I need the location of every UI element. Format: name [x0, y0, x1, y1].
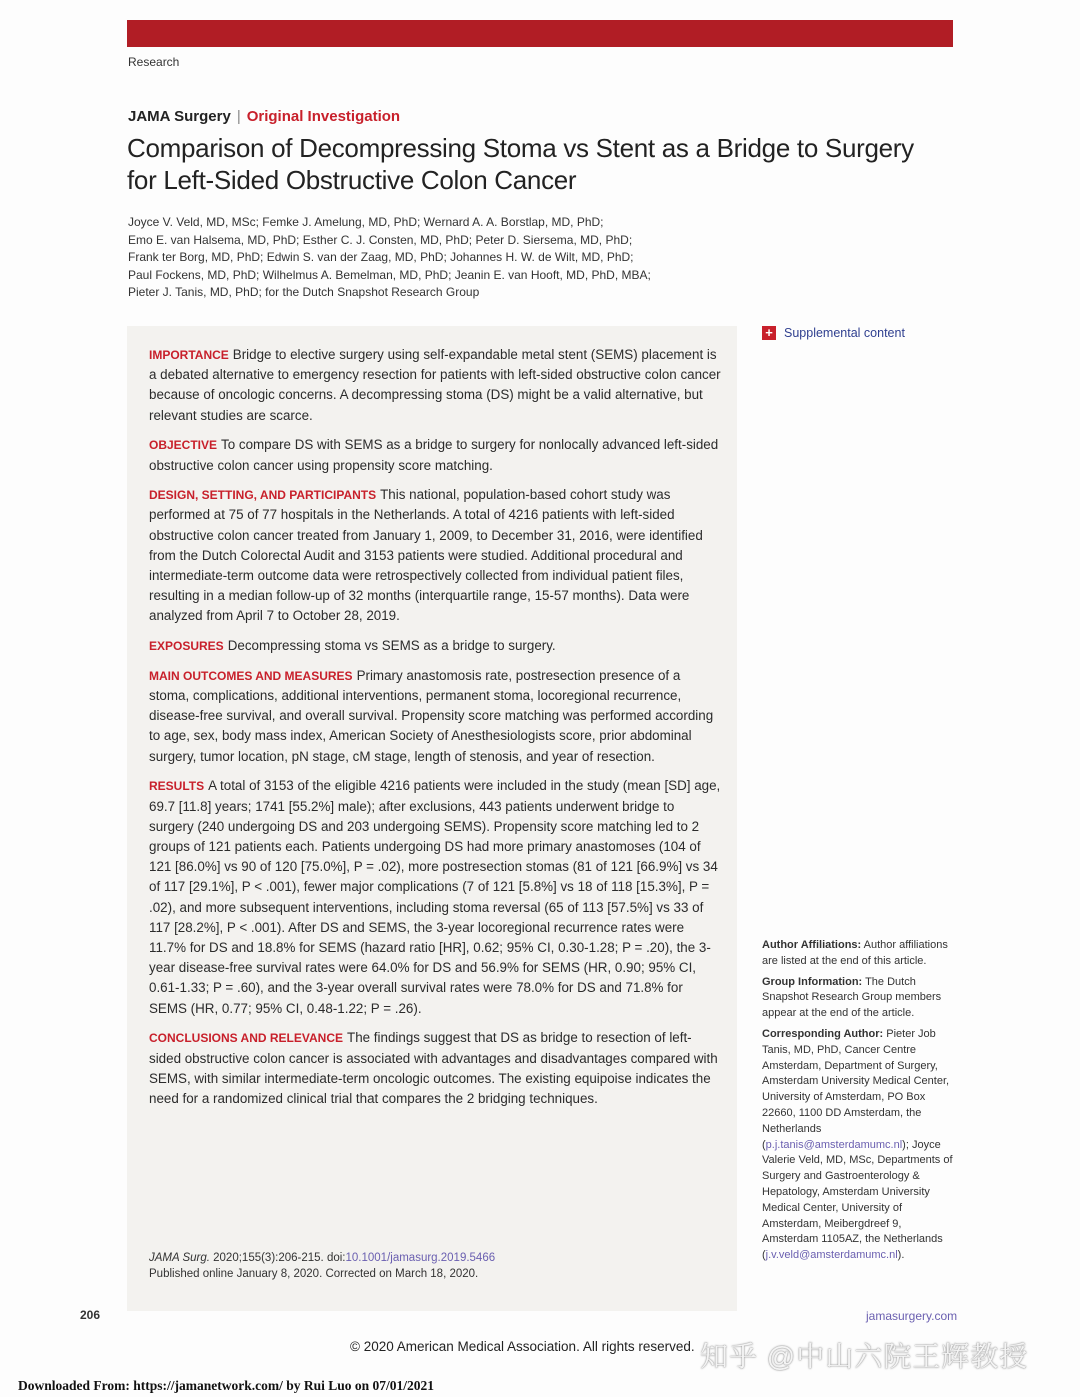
abstract-objective [149, 435, 721, 475]
design-text: This national, population-based cohort study was performed at 75 of 77 hospitals in the Netherlands. A total of 4216 patients with left-sided obstructive colon cancer treated from January 1, 2009, to December 31, 2016, were identified from the Dutch Colorectal Audit and 3153 patients were studied. Additional procedural and intermediate-term outcome data were retrospectively collected from individual patient files, resulting in a median follow-up of 32 months (interquartile range, 15-57 months). Data were analyzed from April 7 to October 28, 2019. [149, 487, 703, 624]
abstract [149, 345, 721, 1119]
sidebar-info [762, 938, 954, 1269]
journal-abbrev: JAMA Surg. [149, 1252, 210, 1264]
author-line: Frank ter Borg, MD, PhD; Edwin S. van der Zaag, MD, PhD; Johannes H. W. de Wilt, MD, PhD; [128, 250, 634, 264]
author-line: Paul Fockens, MD, PhD; Wilhelmus A. Bemelman, MD, PhD; Jeanin E. van Hooft, MD, PhD, MBA; [128, 267, 651, 282]
abstract-results [149, 776, 721, 1018]
journal-name: JAMA Surgery [128, 108, 231, 125]
plus-icon: + [762, 326, 776, 340]
supplemental-label: Supplemental content [784, 326, 905, 340]
citation-details: 2020;155(3):206-215. doi: [213, 1252, 346, 1264]
email-link-veld[interactable]: j.v.veld@amsterdamumc.nl [765, 1249, 898, 1262]
article-title: Comparison of Decompressing Stoma vs Stent as a Bridge to Surgery for Left-Sided Obstructive Colon Cancer [127, 133, 914, 195]
outcomes-heading: MAIN OUTCOMES AND MEASURES [149, 668, 353, 683]
importance-text: Bridge to elective surgery using self-expandable metal stent (SEMS) placement is a debated alternative to emergency resection for patients with left-sided obstructive colon cancer because of oncologic concerns. A decompressing stoma (DS) might be a valid alternative, but relevant studies are scarce. [149, 347, 721, 423]
supplemental-content-link[interactable] [762, 326, 905, 340]
exposures-text: Decompressing stoma vs SEMS as a bridge to surgery. [227, 638, 556, 654]
corresponding-author [762, 1027, 954, 1264]
email-link-tanis[interactable]: p.j.tanis@amsterdamumc.nl [765, 1138, 903, 1151]
results-text: A total of 3153 of the eligible 4216 patients were included in the study (mean [SD] age, 69.7 [11.8] years; 1741 [55.2%] male); after exclusions, 443 patients underwent bridge to surgery (240 undergoing DS and 203 undergoing SEMS). Propensity score matching led to 2 groups of 121 patients each. Patients undergoing DS had more primary anastomoses (104 of 121 [86.0%] vs 90 of 120 [75.0%], P = .02), more postresection stomas (81 of 121 [66.9%] vs 34 of 117 [29.1%], P < .001), fewer major complications (7 of 121 [5.8%] vs 18 of 118 [15.3%], P = .02), and more subsequent interventions, including stoma reversal (65 of 113 [57.5%] vs 33 of 117 [28.2%], P < .001). After DS and SEMS, the 3-year locoregional recurrence rates were 11.7% for DS and 18.8% for SEMS (hazard ratio [HR], 0.62; 95% CI, 0.30-1.28; P = .20), the 3-year disease-free survival rates were 64.0% for DS and 56.9% for SEMS (HR, 0.90; 95% CI, 0.61-1.33; P = .60), and the 3-year overall survival rates were 78.0% for DS and 71.8% for SEMS (HR, 0.77; 95% CI, 0.48-1.22; P = .26). [149, 778, 721, 1016]
objective-text: To compare DS with SEMS as a bridge to surgery for nonlocally advanced left-sided obstructive colon cancer using propensity score matching. [149, 437, 719, 473]
conclusions-heading: CONCLUSIONS AND RELEVANCE [149, 1031, 344, 1046]
author-line: Pieter J. Tanis, MD, PhD; for the Dutch Snapshot Research Group [128, 285, 480, 299]
corresponding-text-3: ). [897, 1249, 905, 1262]
group-heading: Group Information: [762, 975, 863, 988]
citation-line [149, 1250, 709, 1266]
corresponding-text-1: Pieter Job Tanis, MD, PhD, Cancer Centre Amsterdam, Department of Surgery, Amsterdam University Medical Center, University of Amsterdam, PO Box 22660, 1100 DD Amsterdam, the Netherlands ( [762, 1027, 950, 1151]
copyright-notice: © 2020 American Medical Association. All rights reserved. [350, 1339, 695, 1354]
corresponding-heading: Corresponding Author: [762, 1027, 884, 1040]
abstract-conclusions [149, 1028, 721, 1109]
section-label: Research [128, 55, 180, 69]
group-information [762, 975, 954, 1022]
watermark: 知乎 @中山六院王辉教授 [700, 1341, 1029, 1372]
separator: | [236, 108, 241, 125]
author-affiliations [762, 938, 954, 970]
abstract-design [149, 485, 721, 626]
corresponding-text-2: ); Joyce Valerie Veld, MD, MSc, Departments of Surgery and Gastroenterology & Hepatology, Amsterdam University Medical Center, University of Amsterdam, Meibergdreef 9, Amsterdam 1105AZ, the Netherlands ( [762, 1138, 953, 1262]
conclusions-text: The findings suggest that DS as bridge to resection of left-sided obstructive colon cancer is associated with advantages and disadvantages compared with SEMS, with similar intermediate-term oncologic outcomes. The existing equipoise indicates the need for a randomized clinical trial that compares the 2 bridging techniques. [149, 1030, 718, 1106]
exposures-heading: EXPOSURES [149, 639, 224, 654]
journal-color-bar [127, 20, 953, 47]
abstract-importance [149, 345, 721, 426]
citation [149, 1250, 709, 1282]
design-heading: DESIGN, SETTING, AND PARTICIPANTS [149, 488, 377, 503]
affiliations-heading: Author Affiliations: [762, 939, 862, 951]
download-note: Downloaded From: https://jamanetwork.com/ by Rui Luo on 07/01/2021 [18, 1378, 435, 1393]
importance-heading: IMPORTANCE [149, 348, 229, 362]
page-number: 206 [80, 1308, 101, 1322]
outcomes-text: Primary anastomosis rate, postresection presence of a stoma, complications, additional interventions, permanent stoma, locoregional recurrence, disease-free survival, and overall survival. Propensity score matching was performed according to age, sex, body mass index, American Society of Anesthesiologists score, prior abdominal surgery, tumor location, pN stage, cM stage, length of stenosis, and year of resection. [149, 667, 714, 764]
abstract-outcomes [149, 666, 721, 767]
author-line: Emo E. van Halsema, MD, PhD; Esther C. J. Consten, MD, PhD; Peter D. Siersema, MD, PhD; [128, 232, 633, 247]
author-line: Joyce V. Veld, MD, MSc; Femke J. Amelung, MD, PhD; Wernard A. A. Borstlap, MD, PhD; [128, 215, 604, 229]
doi-link[interactable]: 10.1001/jamasurg.2019.5466 [345, 1252, 496, 1264]
abstract-exposures [149, 636, 721, 656]
article-type: Original Investigation [246, 108, 401, 125]
affiliations-text: Author affiliations are listed at the end of this article. [762, 939, 948, 967]
site-link[interactable]: jamasurgery.com [866, 1309, 958, 1323]
journal-line [128, 108, 400, 125]
results-heading: RESULTS [149, 779, 205, 794]
published-date: Published online January 8, 2020. Corrected on March 18, 2020. [149, 1268, 479, 1280]
objective-heading: OBJECTIVE [149, 438, 218, 453]
group-text: The Dutch Snapshot Research Group members appear at the end of the article. [762, 975, 942, 1020]
author-list [128, 214, 688, 302]
